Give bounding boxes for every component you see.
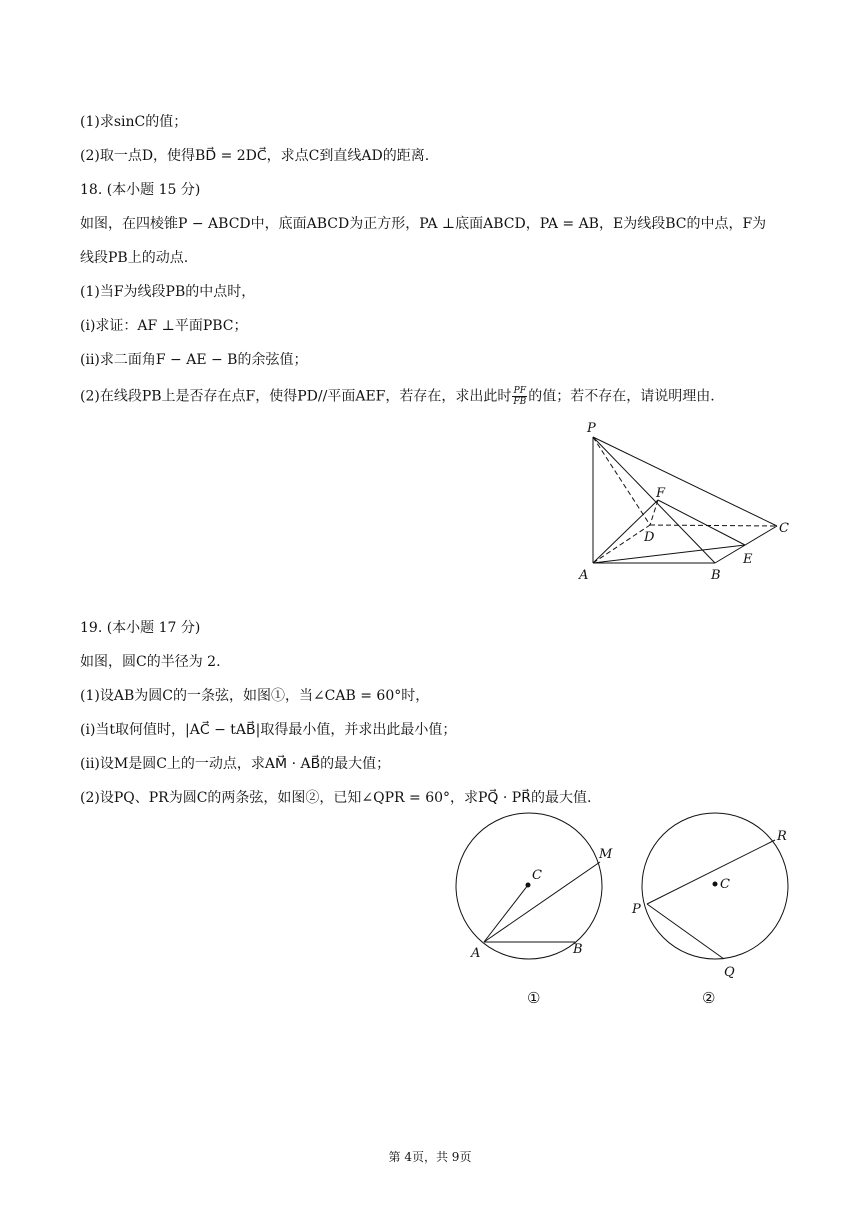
label-D: D <box>644 530 655 545</box>
label-P: P <box>632 902 641 917</box>
label-C: C <box>532 868 542 883</box>
label-M: M <box>599 847 613 862</box>
figure-1-caption: ① <box>527 989 541 1007</box>
circle-figure-2 <box>620 812 800 1012</box>
q19-part2: (2)设PQ、PR为圆C的两条弦，如图②，已知∠QPR = 60°，求PQ⃗ · PR⃗的最大值. <box>80 790 592 806</box>
q19-part1-i: (i)当t取何值时，|AC⃗ − tAB⃗|取得最小值，并求出此最小值； <box>80 722 457 738</box>
q18-stem-line1: 如图，在四棱锥P − ABCD中，底面ABCD为正方形，PA ⊥底面ABCD，PA = AB，E为线段BC的中点，F为 <box>80 216 767 232</box>
circle-figure-1 <box>450 812 630 1012</box>
label-A: A <box>471 946 481 961</box>
q18-part2 <box>80 386 715 407</box>
q18-part1: (1)当F为线段PB的中点时， <box>80 284 256 300</box>
label-A: A <box>579 568 589 583</box>
label-B: B <box>573 942 583 957</box>
q18-part1-i: (i)求证：AF ⊥平面PBC； <box>80 318 248 334</box>
q19-part1-ii: (ii)设M是圆C上的一动点，求AM⃗ · AB⃗的最大值； <box>80 756 391 772</box>
q19-header: 19. (本小题 17 分) <box>80 620 201 636</box>
fraction-denominator: FB <box>513 397 527 407</box>
label-F: F <box>656 486 666 501</box>
figure-2-caption: ② <box>702 989 716 1007</box>
q19-stem: 如图，圆C的半径为 2. <box>80 654 221 670</box>
q18-part1-ii: (ii)求二面角F − AE − B的余弦值； <box>80 352 308 368</box>
label-C: C <box>779 521 789 536</box>
q19-part1: (1)设AB为圆C的一条弦，如图①，当∠CAB = 60°时， <box>80 688 430 704</box>
q17-part1: (1)求sinC的值； <box>80 114 188 130</box>
fraction-numerator: PF <box>513 386 526 396</box>
label-P: P <box>587 421 596 436</box>
q17-part2: (2)取一点D，使得BD⃗ = 2DC⃗，求点C到直线AD的距离. <box>80 148 430 164</box>
q18-stem-line2: 线段PB上的动点. <box>80 250 189 266</box>
q18-part2-text-before: (2)在线段PB上是否存在点F，使得PD//平面AEF，若存在，求出此时 <box>80 388 512 405</box>
page-footer: 第 4页，共 9页 <box>388 1150 472 1164</box>
label-R: R <box>777 829 787 844</box>
center-point <box>526 883 531 888</box>
label-E: E <box>743 552 753 567</box>
q18-header: 18. (本小题 15 分) <box>80 182 201 198</box>
label-B: B <box>711 568 721 583</box>
pyramid-figure <box>570 415 800 590</box>
center-point <box>713 882 718 887</box>
label-C: C <box>720 877 730 892</box>
label-Q: Q <box>724 965 735 980</box>
pf-over-fb-fraction <box>512 386 527 407</box>
q18-part2-text-after: 的值；若不存在，请说明理由. <box>528 388 715 405</box>
